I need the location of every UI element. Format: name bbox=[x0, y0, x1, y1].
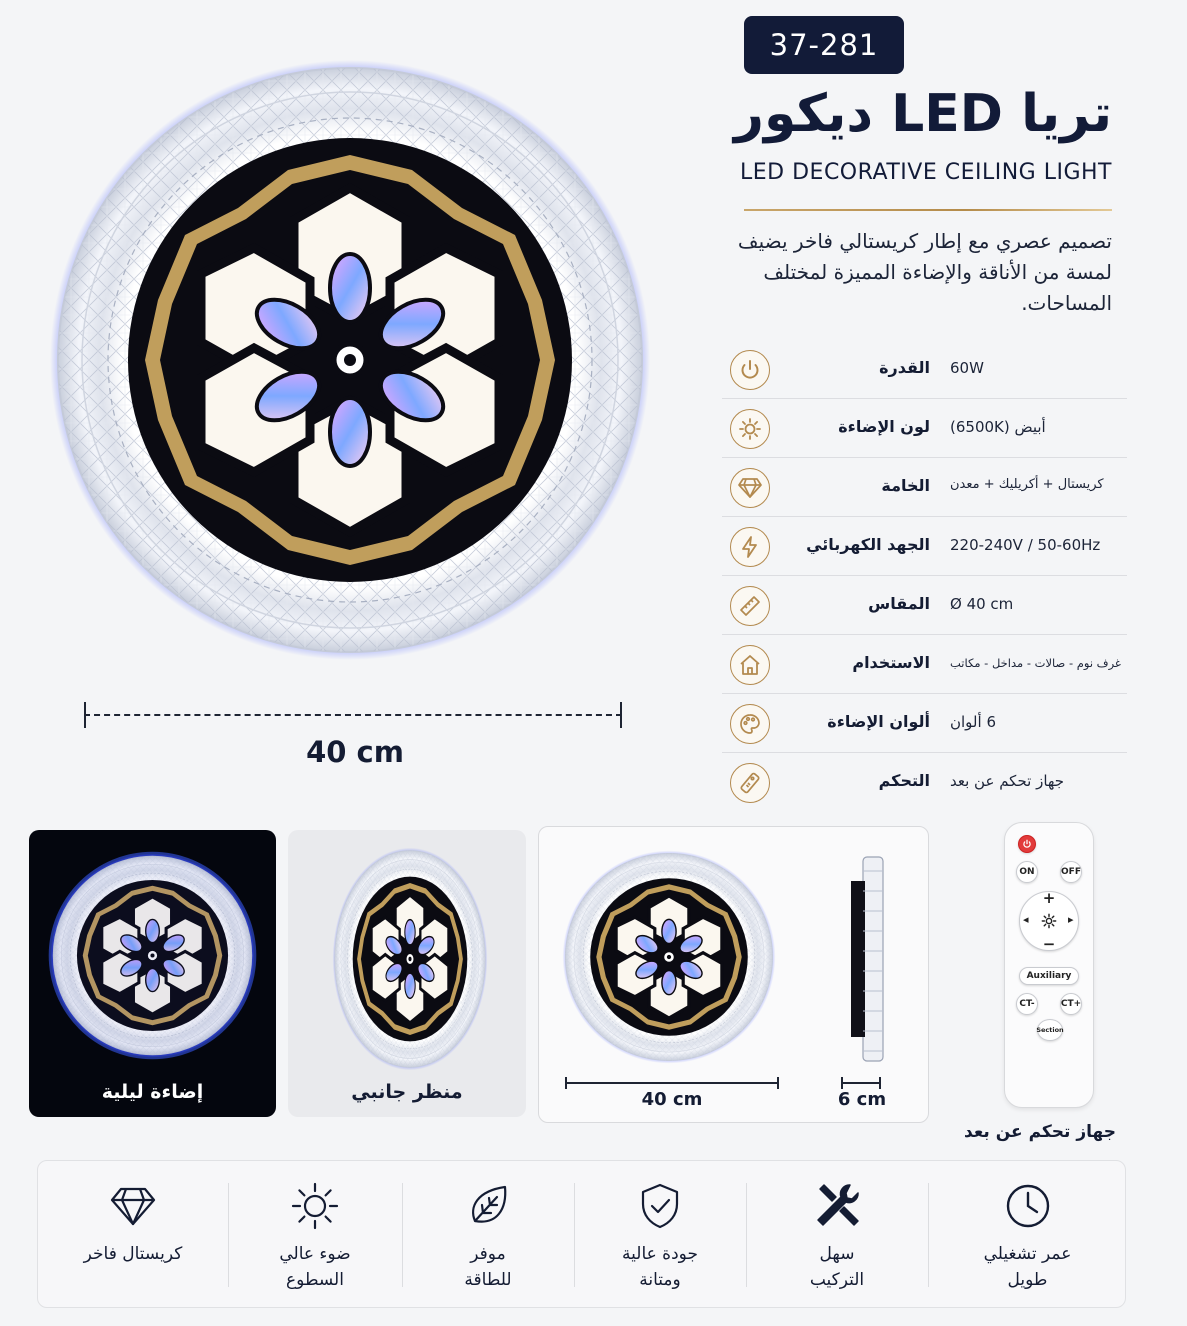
spec-value: Ø 40 cm bbox=[950, 595, 1014, 613]
spec-row-size bbox=[722, 576, 1127, 635]
sun-icon bbox=[290, 1181, 340, 1231]
remote-minus-label: − bbox=[1042, 935, 1056, 953]
spec-value: 6 ألوان bbox=[950, 713, 996, 731]
profile-view-image bbox=[849, 851, 889, 1067]
remote-auxiliary-button: Auxiliary bbox=[1019, 967, 1079, 985]
hero-dimension-label: 40 cm bbox=[306, 735, 404, 769]
tools-icon bbox=[812, 1181, 862, 1231]
remote-ct-plus-button: CT+ bbox=[1060, 993, 1082, 1015]
feature-crystal bbox=[38, 1161, 228, 1309]
spec-value: (6500K) أبيض bbox=[950, 418, 1046, 436]
hero-dimension-line bbox=[84, 700, 622, 730]
depth-dimension-line bbox=[841, 1077, 881, 1089]
shield-check-icon bbox=[635, 1181, 685, 1231]
sun-icon bbox=[730, 409, 770, 449]
spec-row-usage bbox=[722, 635, 1127, 694]
side-view-panel bbox=[288, 830, 526, 1117]
side-view-caption: منظر جانبي bbox=[351, 1081, 463, 1103]
remote-off-button: OFF bbox=[1060, 861, 1082, 883]
diamond-icon bbox=[108, 1181, 158, 1231]
feature-text: موفر للطاقة bbox=[464, 1244, 512, 1290]
product-title-arabic: تريا LED ديكور bbox=[734, 84, 1112, 144]
hero-lamp-image bbox=[40, 40, 660, 680]
width-dimension-line bbox=[565, 1077, 779, 1089]
remote-control-image bbox=[1004, 822, 1094, 1108]
spec-table bbox=[722, 340, 1127, 812]
spec-label: المقاس bbox=[868, 594, 930, 613]
spec-value: كريستال + أكريليك + معدن bbox=[950, 477, 1104, 492]
power-button-icon bbox=[1018, 835, 1036, 853]
feature-energy-saving bbox=[402, 1161, 574, 1309]
spec-label: لون الإضاءة bbox=[838, 417, 930, 436]
spec-label: ألوان الإضاءة bbox=[827, 712, 930, 731]
remote-caption: جهاز تحكم عن بعد bbox=[964, 1122, 1116, 1142]
remote-icon bbox=[730, 763, 770, 803]
spec-row-material bbox=[722, 458, 1127, 517]
spec-label: الجهد الكهربائي bbox=[806, 535, 930, 554]
features-strip bbox=[37, 1160, 1126, 1308]
feature-text: كريستال فاخر bbox=[83, 1244, 183, 1264]
spec-value: 220-240V / 50-60Hz bbox=[950, 536, 1101, 554]
diamond-icon bbox=[730, 468, 770, 508]
night-light-panel bbox=[29, 830, 276, 1117]
feature-text: جودة عالية ومتانة bbox=[622, 1244, 698, 1290]
spec-row-control bbox=[722, 753, 1127, 812]
spec-row-voltage bbox=[722, 517, 1127, 576]
feature-text: سهل التركيب bbox=[809, 1244, 865, 1290]
remote-right-arrow-icon: ▸ bbox=[1068, 913, 1074, 926]
product-code-badge: 37-281 bbox=[744, 16, 904, 74]
remote-brightness-icon bbox=[1041, 913, 1057, 929]
spec-row-power bbox=[722, 340, 1127, 399]
spec-label: الخامة bbox=[881, 476, 930, 495]
product-title-english: LED DECORATIVE CEILING LIGHT bbox=[740, 160, 1112, 185]
spec-label: الاستخدام bbox=[852, 653, 930, 672]
title-divider bbox=[744, 209, 1112, 211]
night-light-caption: إضاءة ليلية bbox=[101, 1081, 204, 1103]
dimensions-panel bbox=[538, 826, 929, 1123]
side-view-lamp-image bbox=[330, 844, 490, 1074]
spec-label: القدرة bbox=[879, 358, 930, 377]
lightning-icon bbox=[730, 527, 770, 567]
palette-icon bbox=[730, 704, 770, 744]
night-lamp-image bbox=[47, 850, 258, 1061]
spec-label: التحكم bbox=[878, 771, 930, 790]
spec-row-light-color bbox=[722, 399, 1127, 458]
spec-value: جهاز تحكم عن بعد bbox=[950, 772, 1065, 790]
remote-plus-label: + bbox=[1042, 889, 1056, 907]
spec-value: غرف نوم - صالات - مداخل - مكاتب bbox=[950, 656, 1121, 670]
remote-section-button: Section bbox=[1037, 1019, 1063, 1041]
feature-long-life bbox=[928, 1161, 1127, 1309]
depth-dimension-label: 6 cm bbox=[837, 1089, 887, 1110]
remote-on-button: ON bbox=[1016, 861, 1038, 883]
front-view-lamp-image bbox=[559, 847, 779, 1067]
feature-easy-install bbox=[746, 1161, 928, 1309]
clock-icon bbox=[1003, 1181, 1053, 1231]
spec-row-light-colors bbox=[722, 694, 1127, 753]
feature-brightness bbox=[228, 1161, 402, 1309]
remote-ct-minus-button: CT- bbox=[1016, 993, 1038, 1015]
home-icon bbox=[730, 645, 770, 685]
feature-text: ضوء عالي السطوع bbox=[279, 1244, 351, 1290]
spec-value: 60W bbox=[950, 359, 984, 377]
leaf-icon bbox=[463, 1181, 513, 1231]
feature-quality bbox=[574, 1161, 746, 1309]
product-description: تصميم عصري مع إطار كريستالي فاخر يضيف لمسة من الأناقة والإضاءة المميزة لمختلف المساحات. bbox=[737, 229, 1112, 315]
feature-text: عمر تشغيلي طويل bbox=[983, 1244, 1072, 1290]
remote-left-arrow-icon: ◂ bbox=[1023, 913, 1029, 926]
ruler-icon bbox=[730, 586, 770, 626]
power-icon bbox=[730, 350, 770, 390]
width-dimension-label: 40 cm bbox=[641, 1089, 703, 1110]
